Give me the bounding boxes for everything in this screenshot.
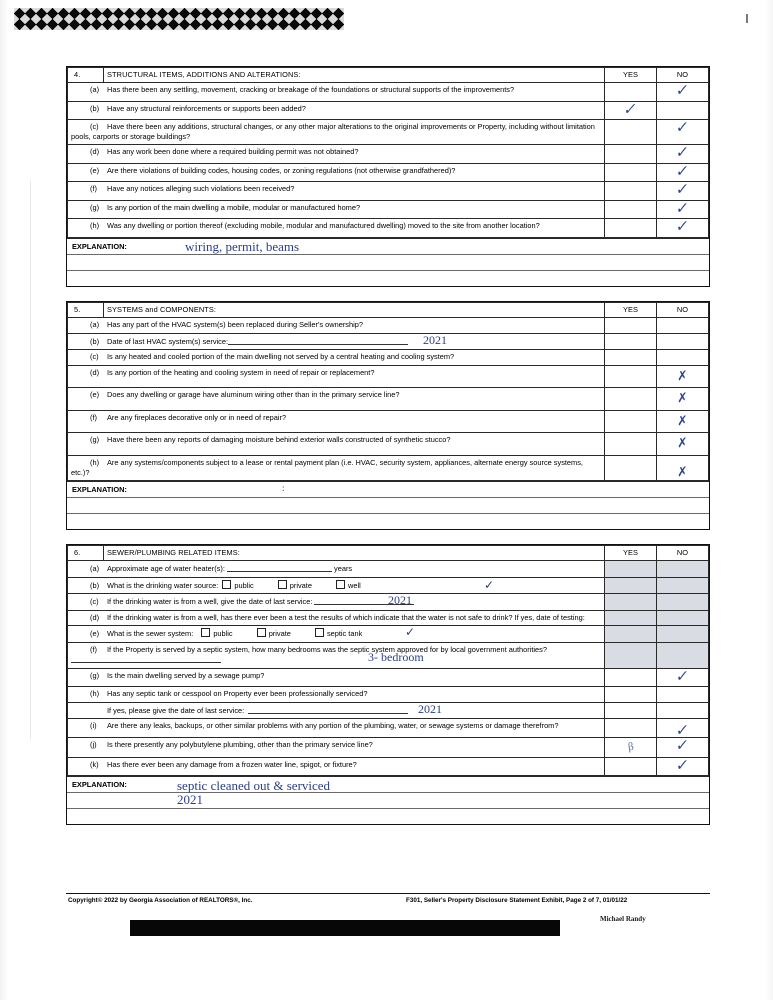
question-cell: (e) Are there violations of building codes, housing codes, or zoning regulations (not otherwise grandfathered)? <box>68 163 605 181</box>
answer-yes[interactable] <box>605 687 657 702</box>
explanation-line[interactable] <box>67 498 709 514</box>
section-5-header <box>68 302 709 317</box>
answer-no[interactable]: ✗ <box>657 365 709 388</box>
section-4-table <box>67 67 709 238</box>
no-column-header: NO <box>657 546 709 561</box>
question-cell: (f) Are any fireplaces decorative only or in need of repair? <box>68 410 605 433</box>
option-public: public <box>213 629 233 639</box>
answer-yes[interactable] <box>605 333 657 349</box>
table-row <box>68 456 709 481</box>
section-4-title: STRUCTURAL ITEMS, ADDITIONS AND ALTERATIONS: <box>104 68 605 83</box>
question-text: Have any structural reinforcements or supports been added? <box>107 103 306 113</box>
explanation-label: EXPLANATION: <box>72 241 127 251</box>
answer-no-disabled <box>657 610 709 625</box>
question-cell: (e) What is the sewer system: public private septic tank ✓ <box>68 626 605 642</box>
checkbox-public[interactable] <box>222 580 231 589</box>
question-cell: (h) Was any dwelling or portion thereof (excluding mobile, modular and manufactured dwelling) moved to the site from another location? <box>68 219 605 237</box>
explanation-line[interactable] <box>67 255 709 271</box>
answer-no[interactable]: ✗ <box>657 388 709 411</box>
answer-no[interactable] <box>657 101 709 119</box>
question-text: Date of last HVAC system(s) service: <box>107 336 229 346</box>
section-5-number: 5. <box>68 302 104 317</box>
answer-yes[interactable] <box>605 702 657 718</box>
no-column-header: NO <box>657 302 709 317</box>
answer-no[interactable]: ✓ <box>657 83 709 101</box>
table-row <box>68 719 709 737</box>
table-row <box>68 219 709 237</box>
section-4-explanation <box>67 238 709 286</box>
scan-fold-line <box>30 180 31 740</box>
answer-yes[interactable] <box>605 388 657 411</box>
table-row <box>68 120 709 145</box>
scan-left-edge <box>0 0 9 1000</box>
answer-yes[interactable] <box>605 182 657 200</box>
section-6-block <box>66 544 710 825</box>
table-row <box>68 182 709 200</box>
option-public: public <box>234 580 254 590</box>
question-text: Approximate age of water heater(s): <box>107 564 225 574</box>
question-cell: (i) Are there any leaks, backups, or other similar problems with any portion of the plumbing, water, or sewage systems or damage therefrom? <box>68 719 605 737</box>
question-cell: (b) Have any structural reinforcements or supports been added? <box>68 101 605 119</box>
question-cell: (k) Has there ever been any damage from a frozen water line, spigot, or fixture? <box>68 757 605 775</box>
question-cell: (c) Is any heated and cooled portion of the main dwelling not served by a central heating and cooling system? <box>68 350 605 365</box>
followup-wrapper <box>71 705 601 715</box>
well-selected-mark: ✓ <box>484 577 495 592</box>
footer-copyright: Copyright© 2022 by Georgia Association of REALTORS®, Inc. <box>68 897 253 904</box>
answer-yes-disabled <box>605 626 657 642</box>
table-row <box>68 737 709 757</box>
answer-yes[interactable] <box>605 757 657 775</box>
septic-service-date-field[interactable] <box>248 705 408 714</box>
answer-yes[interactable]: ✓ <box>605 101 657 119</box>
explanation-line[interactable] <box>67 514 709 529</box>
question-cell: (a) Has there been any settling, movement, cracking or breakage of the foundations or structural supports of the improvements? <box>68 83 605 101</box>
question-cell: (a) Approximate age of water heater(s): years <box>68 561 605 577</box>
septic-bedrooms-field[interactable] <box>71 654 221 663</box>
answer-yes[interactable] <box>605 219 657 237</box>
answer-no[interactable] <box>657 687 709 702</box>
septic-service-date-handwriting: 2021 <box>418 701 442 716</box>
page-footer <box>66 893 710 904</box>
answer-no[interactable]: ✓ <box>657 145 709 163</box>
table-row <box>68 333 709 349</box>
question-text: Has any septic tank or cesspool on Property ever been professionally serviced? <box>107 689 368 699</box>
disclosure-form-page <box>66 66 710 839</box>
answer-yes[interactable] <box>605 318 657 333</box>
table-row <box>68 668 709 686</box>
explanation-line[interactable] <box>67 271 709 286</box>
table-row <box>68 101 709 119</box>
question-cell: (d) Is any portion of the heating and cooling system in need of repair or replacement? <box>68 365 605 388</box>
option-private: private <box>268 629 291 639</box>
question-cell: (c) If the drinking water is from a well, give the date of last service: 2021 <box>68 594 605 610</box>
question-text: Has any part of the HVAC system(s) been replaced during Seller's ownership? <box>107 320 363 330</box>
question-cell: (d) Has any work been done where a required building permit was not obtained? <box>68 145 605 163</box>
question-cell: (f) Have any notices alleging such violations been received? <box>68 182 605 200</box>
question-text: Have there been any additions, structural changes, or any other major alterations to the original improvements or Property, including without limitation pools, carports or storage buildings? <box>71 122 595 141</box>
answer-no[interactable] <box>657 702 709 718</box>
answer-yes[interactable] <box>605 120 657 145</box>
well-service-date-handwriting: 2021 <box>388 593 412 608</box>
table-row <box>68 388 709 411</box>
hvac-date-handwriting: 2021 <box>423 332 447 347</box>
question-cell: (f) If the Property is served by a septic system, how many bedrooms was the septic system approved for by local government authorities? 3- bedroom <box>68 642 605 668</box>
section-5-block <box>66 301 710 530</box>
question-text: If the Property is served by a septic system, how many bedrooms was the septic system approved for by local government authorities? <box>107 644 547 654</box>
table-row <box>68 687 709 702</box>
question-cell: (b) What is the drinking water source: public private well ✓ <box>68 577 605 593</box>
section-6-header <box>68 546 709 561</box>
section-4-block <box>66 66 710 287</box>
section-5-explanation <box>67 481 709 529</box>
signature-name: Michael Randy <box>600 915 646 923</box>
answer-no[interactable]: ✗ <box>657 410 709 433</box>
answer-yes-disabled <box>605 610 657 625</box>
answer-yes[interactable] <box>605 145 657 163</box>
section-5-title: SYSTEMS and COMPONENTS: <box>104 302 605 317</box>
table-row <box>68 702 709 718</box>
explanation-line[interactable] <box>67 793 709 809</box>
answer-no[interactable]: ✗ <box>657 456 709 481</box>
answer-yes[interactable] <box>605 719 657 737</box>
no-column-header: NO <box>657 68 709 83</box>
scan-artifact-tick <box>746 14 748 23</box>
question-text: Has any work been done where a required building permit was not obtained? <box>107 147 359 157</box>
answer-no[interactable]: ✓ <box>657 120 709 145</box>
explanation-line[interactable] <box>67 482 709 498</box>
explanation-label: EXPLANATION: <box>72 780 127 790</box>
explanation-line[interactable] <box>67 809 709 824</box>
answer-no[interactable]: ✓ <box>657 668 709 686</box>
checkbox-well[interactable] <box>336 580 345 589</box>
table-row <box>68 318 709 333</box>
checkbox-sewer-public[interactable] <box>201 628 210 637</box>
question-text: Are any systems/components subject to a lease or rental payment plan (i.e. HVAC, security system, appliances, alternate energy source systems, etc.)? <box>71 458 583 477</box>
question-text: If the drinking water is from a well, give the date of last service: <box>107 597 313 607</box>
answer-no[interactable]: ✓ <box>657 200 709 218</box>
explanation-label: EXPLANATION: <box>72 485 127 494</box>
question-cell: (e) Does any dwelling or garage have aluminum wiring other than in the primary service line? <box>68 388 605 411</box>
table-row <box>68 83 709 101</box>
answer-yes-disabled <box>605 577 657 593</box>
explanation-handwriting: : <box>282 483 285 493</box>
table-row <box>68 642 709 668</box>
question-text: Have there been any reports of damaging moisture behind exterior walls constructed of synthetic stucco? <box>107 435 451 445</box>
question-text: Was any dwelling or portion thereof (excluding mobile, modular and manufactured dwelling) moved to the site from another location? <box>107 221 540 231</box>
question-text: Is any portion of the main dwelling a mobile, modular or manufactured home? <box>107 202 361 212</box>
answer-yes[interactable] <box>605 200 657 218</box>
answer-no[interactable]: ✗ <box>657 433 709 456</box>
answer-yes[interactable] <box>605 350 657 365</box>
answer-no-disabled <box>657 577 709 593</box>
answer-no[interactable] <box>657 318 709 333</box>
septic-bedrooms-handwriting: 3- bedroom <box>368 649 424 664</box>
answer-yes[interactable] <box>605 410 657 433</box>
septic-selected-mark: ✓ <box>405 625 416 640</box>
table-row <box>68 145 709 163</box>
question-text: What is the drinking water source: <box>107 580 219 590</box>
option-septic-tank: septic tank <box>326 629 363 639</box>
explanation-handwriting: 2021 <box>177 792 203 808</box>
explanation-handwriting: septic cleaned out & serviced <box>177 778 331 794</box>
question-cell: (g) Is the main dwelling served by a sewage pump? <box>68 668 605 686</box>
section-4-header <box>68 68 709 83</box>
question-text: Are any fireplaces decorative only or in need of repair? <box>107 412 287 422</box>
answer-no-disabled <box>657 594 709 610</box>
table-row <box>68 561 709 577</box>
explanation-handwriting: wiring, permit, beams <box>185 238 300 254</box>
scan-artifact-top <box>14 8 344 30</box>
explanation-line[interactable] <box>67 777 709 793</box>
question-cell: (a) Has any part of the HVAC system(s) been replaced during Seller's ownership? <box>68 318 605 333</box>
yes-column-header: YES <box>605 68 657 83</box>
checkbox-private[interactable] <box>278 580 287 589</box>
question-text: Does any dwelling or garage have aluminum wiring other than in the primary service line? <box>107 390 400 400</box>
explanation-line[interactable] <box>67 239 709 255</box>
checkbox-sewer-private[interactable] <box>257 628 266 637</box>
answer-yes-disabled <box>605 594 657 610</box>
question-text: If yes, please give the date of last service: <box>107 705 245 715</box>
question-cell: (g) Is any portion of the main dwelling a mobile, modular or manufactured home? <box>68 200 605 218</box>
table-row <box>68 757 709 775</box>
section-4-number: 4. <box>68 68 104 83</box>
answer-yes-disabled <box>605 561 657 577</box>
question-cell: (h) Has any septic tank or cesspool on Property ever been professionally serviced? <box>68 687 605 702</box>
table-row <box>68 365 709 388</box>
section-6-table <box>67 545 709 776</box>
answer-yes[interactable] <box>605 83 657 101</box>
option-well: well <box>348 580 361 590</box>
answer-no[interactable]: ✓ <box>657 182 709 200</box>
question-cell: (c) Have there been any additions, structural changes, or any other major alterations to the original improvements or Property, including without limitation pools, carports or storage buildings? <box>68 120 605 145</box>
section-6-explanation <box>67 776 709 824</box>
question-text: Is there presently any polybutylene plumbing, other than the primary service line? <box>107 739 373 749</box>
table-row <box>68 626 709 642</box>
checkbox-septic-tank[interactable] <box>315 628 324 637</box>
water-heater-age-field[interactable] <box>227 563 332 572</box>
table-row <box>68 163 709 181</box>
table-row <box>68 350 709 365</box>
yes-column-header: YES <box>605 546 657 561</box>
question-text: What is the sewer system: <box>107 629 194 639</box>
table-row <box>68 577 709 593</box>
question-cell: (d) If the drinking water is from a well, has there ever been a test the results of which indicate that the water is not safe to drink? If yes, date of testing: <box>68 610 605 625</box>
answer-no[interactable]: ✓ <box>657 719 709 737</box>
answer-yes[interactable]: β <box>605 737 657 757</box>
years-label: years <box>334 564 353 574</box>
option-private: private <box>289 580 312 590</box>
answer-no[interactable]: ✓ <box>657 163 709 181</box>
answer-no-disabled <box>657 642 709 668</box>
question-text: Is any portion of the heating and cooling system in need of repair or replacement? <box>107 367 375 377</box>
question-text: Is any heated and cooled portion of the main dwelling not served by a central heating and cooling system? <box>107 352 455 362</box>
answer-no-disabled <box>657 626 709 642</box>
section-6-title: SEWER/PLUMBING RELATED ITEMS: <box>104 546 605 561</box>
answer-no[interactable]: ✓ <box>657 219 709 237</box>
answer-no[interactable] <box>657 333 709 349</box>
question-text: Have any notices alleging such violations been received? <box>107 184 295 194</box>
question-text: Has there ever been any damage from a frozen water line, spigot, or fixture? <box>107 759 357 769</box>
question-text: If the drinking water is from a well, has there ever been a test the results of which indicate that the water is not safe to drink? If yes, date of testing: <box>107 612 585 622</box>
scan-right-edge <box>765 0 773 1000</box>
question-cell <box>68 702 605 718</box>
question-text: Are there any leaks, backups, or other similar problems with any portion of the plumbing, water, or sewage systems or damage therefrom? <box>107 721 559 731</box>
question-cell: (g) Have there been any reports of damaging moisture behind exterior walls constructed of synthetic stucco? <box>68 433 605 456</box>
question-text: Has there been any settling, movement, cracking or breakage of the foundations or structural supports of the improvements? <box>107 85 515 95</box>
scan-artifact-bottom <box>130 920 560 936</box>
answer-no-disabled <box>657 561 709 577</box>
answer-no[interactable] <box>657 350 709 365</box>
answer-yes[interactable] <box>605 456 657 481</box>
question-cell: (h) Are any systems/components subject to a lease or rental payment plan (i.e. HVAC, security system, appliances, alternate energy source systems, etc.)? <box>68 456 605 481</box>
section-6-number: 6. <box>68 546 104 561</box>
answer-yes[interactable] <box>605 433 657 456</box>
hvac-date-field[interactable] <box>228 336 408 345</box>
answer-yes[interactable] <box>605 163 657 181</box>
table-row <box>68 433 709 456</box>
answer-no[interactable]: ✓ <box>657 757 709 775</box>
footer-form-id: F301, Seller's Property Disclosure Statement Exhibit, Page 2 of 7, 01/01/22 <box>406 897 628 904</box>
table-row <box>68 410 709 433</box>
answer-yes[interactable] <box>605 668 657 686</box>
answer-no[interactable]: ✓ <box>657 737 709 757</box>
section-5-table <box>67 302 709 481</box>
answer-yes-disabled <box>605 642 657 668</box>
question-cell: (j) Is there presently any polybutylene plumbing, other than the primary service line? <box>68 737 605 757</box>
question-text: Is the main dwelling served by a sewage pump? <box>107 670 265 680</box>
table-row <box>68 200 709 218</box>
table-row <box>68 594 709 610</box>
question-text: Are there violations of building codes, housing codes, or zoning regulations (not otherwise grandfathered)? <box>107 165 456 175</box>
table-row <box>68 610 709 625</box>
yes-column-header: YES <box>605 302 657 317</box>
question-cell: (b) Date of last HVAC system(s) service: 2021 <box>68 333 605 349</box>
answer-yes[interactable] <box>605 365 657 388</box>
